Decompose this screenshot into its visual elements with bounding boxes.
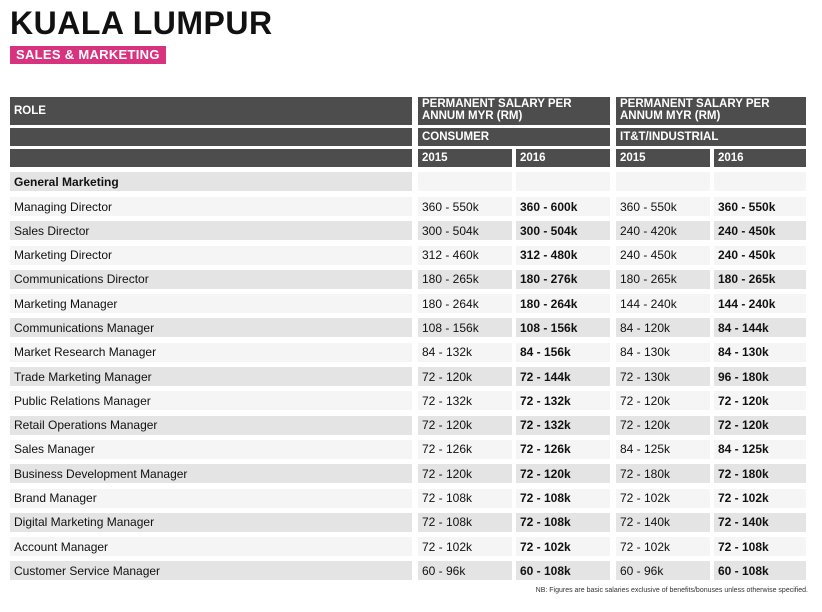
header-row-salary	[10, 97, 806, 125]
ittind-2016-cell: 240 - 450k	[714, 221, 806, 240]
category-badge: SALES & MARKETING	[10, 46, 166, 64]
header-role: ROLE	[10, 97, 412, 125]
ittind-2016-cell: 144 - 240k	[714, 294, 806, 313]
consumer-2015-cell: 72 - 120k	[418, 464, 512, 483]
consumer-2015-cell: 360 - 550k	[418, 197, 512, 216]
ittind-2015-cell: 240 - 450k	[616, 246, 710, 265]
consumer-2016-cell: 72 - 144k	[516, 367, 610, 386]
header-row-years	[10, 149, 806, 167]
ittind-2015-cell: 72 - 120k	[616, 391, 710, 410]
consumer-2015-cell: 312 - 460k	[418, 246, 512, 265]
consumer-2015-cell: 180 - 264k	[418, 294, 512, 313]
ittind-2016-cell: 60 - 108k	[714, 561, 806, 580]
consumer-2016-cell: 360 - 600k	[516, 197, 610, 216]
page-title: KUALA LUMPUR	[10, 5, 273, 41]
role-cell: Retail Operations Manager	[10, 416, 412, 435]
table-row	[10, 489, 806, 508]
consumer-2015-cell: 72 - 108k	[418, 489, 512, 508]
consumer-2015-cell: 300 - 504k	[418, 221, 512, 240]
table-row	[10, 221, 806, 240]
consumer-2015-cell: 180 - 265k	[418, 270, 512, 289]
header-sector-consumer: CONSUMER	[418, 128, 610, 146]
section-empty-cell	[516, 172, 610, 191]
consumer-2016-cell: 180 - 264k	[516, 294, 610, 313]
consumer-2015-cell: 72 - 108k	[418, 513, 512, 532]
ittind-2015-cell: 144 - 240k	[616, 294, 710, 313]
ittind-2015-cell: 60 - 96k	[616, 561, 710, 580]
section-empty-cell	[616, 172, 710, 191]
ittind-2015-cell: 180 - 265k	[616, 270, 710, 289]
role-cell: Business Development Manager	[10, 464, 412, 483]
consumer-2016-cell: 72 - 132k	[516, 416, 610, 435]
ittind-2015-cell: 84 - 125k	[616, 440, 710, 459]
consumer-2016-cell: 180 - 276k	[516, 270, 610, 289]
ittind-2016-cell: 360 - 550k	[714, 197, 806, 216]
consumer-2016-cell: 72 - 120k	[516, 464, 610, 483]
consumer-2015-cell: 60 - 96k	[418, 561, 512, 580]
ittind-2016-cell: 72 - 102k	[714, 489, 806, 508]
ittind-2016-cell: 96 - 180k	[714, 367, 806, 386]
section-empty-cell	[714, 172, 806, 191]
header-salary-consumer: PERMANENT SALARY PER ANNUM MYR (RM)	[418, 97, 610, 125]
role-cell: Sales Director	[10, 221, 412, 240]
table-row	[10, 440, 806, 459]
role-cell: Trade Marketing Manager	[10, 367, 412, 386]
consumer-2016-cell: 72 - 132k	[516, 391, 610, 410]
role-cell: Marketing Director	[10, 246, 412, 265]
section-title: General Marketing	[10, 172, 412, 191]
role-cell: Brand Manager	[10, 489, 412, 508]
consumer-2016-cell: 312 - 480k	[516, 246, 610, 265]
table-row	[10, 246, 806, 265]
table-row	[10, 318, 806, 337]
ittind-2015-cell: 72 - 180k	[616, 464, 710, 483]
section-empty-cell	[418, 172, 512, 191]
ittind-2015-cell: 84 - 120k	[616, 318, 710, 337]
salary-table	[10, 97, 806, 586]
table-row	[10, 537, 806, 556]
table-row	[10, 294, 806, 313]
consumer-2015-cell: 72 - 102k	[418, 537, 512, 556]
table-row	[10, 561, 806, 580]
role-cell: Sales Manager	[10, 440, 412, 459]
ittind-2016-cell: 84 - 144k	[714, 318, 806, 337]
consumer-2016-cell: 300 - 504k	[516, 221, 610, 240]
role-cell: Digital Marketing Manager	[10, 513, 412, 532]
table-row	[10, 391, 806, 410]
consumer-2016-cell: 84 - 156k	[516, 343, 610, 362]
role-cell: Managing Director	[10, 197, 412, 216]
ittind-2016-cell: 72 - 180k	[714, 464, 806, 483]
role-cell: Market Research Manager	[10, 343, 412, 362]
consumer-2015-cell: 108 - 156k	[418, 318, 512, 337]
table-row	[10, 464, 806, 483]
consumer-2016-cell: 72 - 108k	[516, 489, 610, 508]
ittind-2016-cell: 180 - 265k	[714, 270, 806, 289]
footnote: NB: Figures are basic salaries exclusive of benefits/bonuses unless otherwise specified.	[535, 587, 808, 594]
table-row	[10, 197, 806, 216]
ittind-2015-cell: 72 - 140k	[616, 513, 710, 532]
section-row	[10, 172, 806, 191]
role-cell: Communications Director	[10, 270, 412, 289]
ittind-2015-cell: 72 - 102k	[616, 537, 710, 556]
ittind-2016-cell: 72 - 108k	[714, 537, 806, 556]
header-role-filler-2	[10, 149, 412, 167]
header-row-sector	[10, 128, 806, 146]
header-role-filler	[10, 128, 412, 146]
header-year-ittind-2015: 2015	[616, 149, 710, 167]
role-cell: Communications Manager	[10, 318, 412, 337]
consumer-2015-cell: 72 - 126k	[418, 440, 512, 459]
header-salary-ittind: PERMANENT SALARY PER ANNUM MYR (RM)	[616, 97, 806, 125]
role-cell: Customer Service Manager	[10, 561, 412, 580]
data-rows	[10, 197, 806, 586]
ittind-2016-cell: 84 - 130k	[714, 343, 806, 362]
ittind-2015-cell: 72 - 120k	[616, 416, 710, 435]
consumer-2016-cell: 72 - 126k	[516, 440, 610, 459]
ittind-2016-cell: 240 - 450k	[714, 246, 806, 265]
ittind-2015-cell: 360 - 550k	[616, 197, 710, 216]
consumer-2015-cell: 72 - 132k	[418, 391, 512, 410]
role-cell: Account Manager	[10, 537, 412, 556]
ittind-2016-cell: 72 - 120k	[714, 416, 806, 435]
consumer-2015-cell: 84 - 132k	[418, 343, 512, 362]
consumer-2016-cell: 72 - 108k	[516, 513, 610, 532]
header-year-ittind-2016: 2016	[714, 149, 806, 167]
role-cell: Marketing Manager	[10, 294, 412, 313]
table-row	[10, 416, 806, 435]
ittind-2016-cell: 72 - 120k	[714, 391, 806, 410]
ittind-2015-cell: 72 - 102k	[616, 489, 710, 508]
consumer-2016-cell: 60 - 108k	[516, 561, 610, 580]
table-row	[10, 367, 806, 386]
table-row	[10, 270, 806, 289]
table-row	[10, 513, 806, 532]
consumer-2016-cell: 72 - 102k	[516, 537, 610, 556]
header-year-consumer-2015: 2015	[418, 149, 512, 167]
ittind-2016-cell: 84 - 125k	[714, 440, 806, 459]
ittind-2015-cell: 84 - 130k	[616, 343, 710, 362]
ittind-2015-cell: 240 - 420k	[616, 221, 710, 240]
consumer-2015-cell: 72 - 120k	[418, 367, 512, 386]
role-cell: Public Relations Manager	[10, 391, 412, 410]
consumer-2016-cell: 108 - 156k	[516, 318, 610, 337]
ittind-2015-cell: 72 - 130k	[616, 367, 710, 386]
header-year-consumer-2016: 2016	[516, 149, 610, 167]
consumer-2015-cell: 72 - 120k	[418, 416, 512, 435]
header-sector-ittind: IT&T/INDUSTRIAL	[616, 128, 806, 146]
table-row	[10, 343, 806, 362]
ittind-2016-cell: 72 - 140k	[714, 513, 806, 532]
